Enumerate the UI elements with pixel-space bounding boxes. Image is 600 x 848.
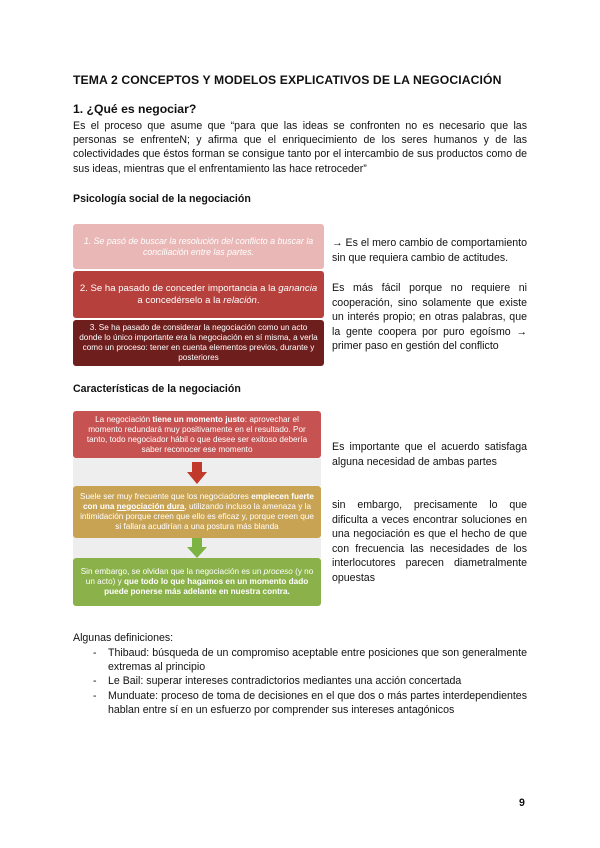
characteristics-box-2-text: Suele ser muy frecuente que los negociadores empiecen fuerte con una negociación dura, utilizando incluso la amenaza y la intimidación porque creen que ello es eficaz y, porque creen que si fallara acudirían a una postura más blanda <box>80 492 314 531</box>
definitions-heading: Algunas definiciones: <box>73 632 174 644</box>
page-number: 9 <box>519 797 525 809</box>
characteristics-note-1: Es importante que el acuerdo satisfaga alguna necesidad de ambas partes <box>332 441 527 468</box>
document-title: TEMA 2 CONCEPTOS Y MODELOS EXPLICATIVOS DE LA NEGOCIACIÓN <box>73 73 502 87</box>
section-heading-what-is-negotiating: 1. ¿Qué es negociar? <box>73 102 197 116</box>
psychology-box-1-text: 1. Se pasó de buscar la resolución del conflicto a buscar la conciliación entre las partes. <box>83 235 314 257</box>
psychology-heading: Psicología social de la negociación <box>73 193 251 205</box>
definition-item-munduate: - Munduate: proceso de toma de decisiones en el que dos o más partes interdependientes hablan entre sí en un esfuerzo por comprender sus intereses antagónicos <box>93 689 527 717</box>
characteristics-box-3 <box>73 558 321 606</box>
characteristics-box-1 <box>73 411 321 458</box>
characteristics-box-1-text: La negociación tiene un momento justo: aprovechar el momento redundará muy positivamente en el resultado. Por tanto, todo negociador hábil o que desee ser exitoso debería saber reconocer ese momento <box>86 414 308 454</box>
psychology-box-3 <box>73 320 324 366</box>
psychology-box-3-text: 3. Se ha pasado de considerar la negociación como un acto donde lo único importante era la negociación en sí misma, a verla como un proceso: tener en cuenta elementos previos, durante y posteriores <box>79 323 318 362</box>
characteristics-note-2: sin embargo, precisamente lo que dificulta a veces encontrar soluciones en una negociación es que el hecho de que con frecuencia las necesidades de los interlocutores parecen diametralmente opuestas <box>332 499 527 584</box>
arrow-down-red-icon <box>187 462 207 484</box>
definition-paragraph: Es el proceso que asume que “para que las ideas se confronten no es necesario que las personas se enfrenteN; y afirma que el enriquecimiento de los seres humanos y de las colectividades que éstos forman se consigue tanto por el intercambio de sus productos como de sus ideas, mientras que el enfrentamiento las hace retroceder” <box>73 120 527 175</box>
psychology-note-1: → Es el mero cambio de comportamiento sin que requiera cambio de actitudes. <box>332 237 527 264</box>
characteristics-box-3-text: Sin embargo, se olvidan que la negociación es un proceso (y no un acto) y que todo lo que hagamos en un momento dado puede ponerse más adelante en nuestra contra. <box>80 567 314 596</box>
arrow-down-green-icon <box>187 538 207 558</box>
psychology-box-2-text: 2. Se ha pasado de conceder importancia a la ganancia a concedérselo a la relación. <box>79 282 318 306</box>
characteristics-heading: Características de la negociación <box>73 383 241 395</box>
psychology-box-2 <box>73 271 324 318</box>
characteristics-box-2 <box>73 486 321 538</box>
definition-item-le-bail: - Le Bail: superar intereses contradictorios mediantes una acción concertada <box>93 674 527 688</box>
definition-item-thibaud: - Thibaud: búsqueda de un compromiso aceptable entre posiciones que son generalmente extremas al principio <box>93 646 527 674</box>
psychology-note-2: Es más fácil porque no requiere ni cooperación, sino solamente que existe un interés propio; en otras palabras, que la gente coopera por puro egoísmo → primer paso en gestión del conflicto <box>332 282 527 352</box>
psychology-box-1 <box>73 224 324 269</box>
definitions-list <box>93 646 527 717</box>
